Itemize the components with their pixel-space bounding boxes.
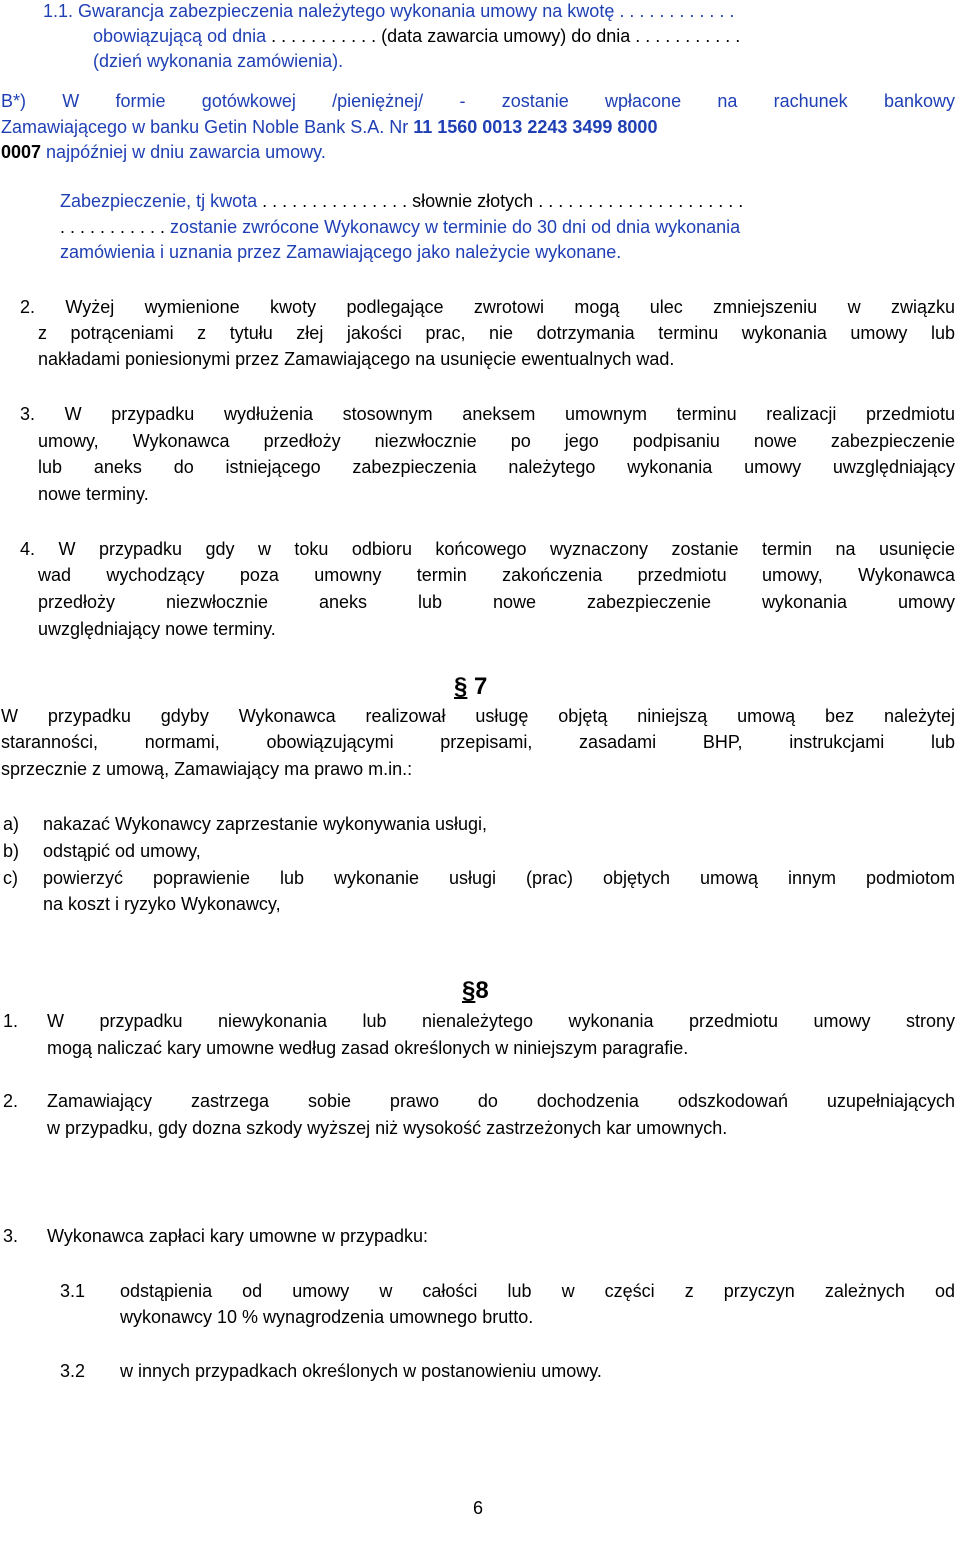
point-4-line-4: uwzględniający nowe terminy. — [38, 619, 276, 639]
amount-words-dots: . . . . . . . . . . . . . . . . . . . . . — [533, 191, 744, 211]
list-marker-b: b) — [3, 841, 20, 861]
continuation-dots: . . . . . . . . . . . — [60, 217, 166, 237]
section-7-heading — [454, 673, 487, 701]
list-marker-c: c) — [3, 868, 18, 888]
deadline-text: najpóźniej w dniu zawarcia umowy. — [41, 142, 326, 162]
security-amount-line-2 — [60, 216, 740, 238]
section-symbol: § — [462, 977, 476, 1004]
list-marker-3-1: 3.1 — [60, 1281, 86, 1301]
penalty-item-2-line-1: Zamawiający zastrzega sobie prawo do dochodzenia odszkodowań uzupełniających — [47, 1091, 955, 1111]
bank-text: Zamawiającego w banku Getin Noble Bank S.A. Nr — [1, 117, 414, 137]
point-4-line-3: przedłoży niezwłocznie aneks lub nowe zabezpieczenie wykonania umowy — [38, 592, 955, 612]
amount-words-blank: . . . . . . . . . . . . . . . słownie złotych — [257, 191, 534, 211]
valid-from-text: obowiązującą od dnia — [93, 26, 267, 46]
list-marker-3-2: 3.2 — [60, 1361, 86, 1381]
account-number-end: 0007 — [1, 142, 42, 162]
point-2-line-1: 2. Wyżej wymienione kwoty podlegające zwrotowi mogą ulec zmniejszeniu w związku — [20, 297, 955, 317]
penalty-item-3: Wykonawca zapłaci kary umowne w przypadku: — [47, 1226, 428, 1246]
guarantee-text: 1.1. Gwarancja zabezpieczenia należytego wykonania umowy na kwotę — [43, 1, 615, 21]
section-7-line-2: staranności, normami, obowiązującymi przepisami, zasadami BHP, instrukcjami lub — [1, 732, 955, 752]
section-8-heading — [462, 977, 489, 1005]
date-blanks: . . . . . . . . . . . (data zawarcia umowy) do dnia . . . . . . . . . . . — [266, 26, 741, 46]
cash-form-line-2 — [1, 116, 657, 138]
amount-blank: . . . . . . . . . . . . — [614, 1, 735, 21]
cash-form-line-1: B*) W formie gotówkowej /pieniężnej/ - zostanie wpłacone na rachunek bankowy — [1, 91, 955, 111]
section-7-line-3: sprzecznie z umową, Zamawiający ma prawo m.in.: — [1, 759, 413, 779]
section-number: 8 — [475, 977, 489, 1004]
section-number: 7 — [467, 673, 488, 700]
point-2-line-2: z potrąceniami z tytułu złej jakości prac, nie dotrzymania terminu wykonania umowy lub — [38, 323, 955, 343]
list-marker-a: a) — [3, 814, 20, 834]
section-7-line-1: W przypadku gdyby Wykonawca realizował usługę objętą niniejszą umową bez należytej — [1, 706, 955, 726]
account-number: 11 1560 0013 2243 3499 8000 — [413, 117, 658, 137]
security-amount-line-3: zamówienia i uznania przez Zamawiającego jako należycie wykonane. — [60, 242, 622, 262]
point-4-line-1: 4. W przypadku gdy w toku odbioru końcowego wyznaczony zostanie termin na usunięcie — [20, 539, 955, 559]
list-item-a: nakazać Wykonawcy zaprzestanie wykonywania usługi, — [43, 814, 488, 834]
guarantee-line-1 — [43, 0, 734, 22]
security-amount-label: Zabezpieczenie, tj kwota — [60, 191, 258, 211]
security-amount-line-1 — [60, 190, 743, 212]
page-number: 6 — [473, 1498, 484, 1518]
point-2-line-3: nakładami poniesionymi przez Zamawiającego na usunięcie ewentualnych wad. — [38, 349, 675, 369]
penalty-item-1-line-2: mogą naliczać kary umowne według zasad określonych w niniejszym paragrafie. — [47, 1038, 689, 1058]
point-3-line-2: umowy, Wykonawca przedłoży niezwłocznie po jego podpisaniu nowe zabezpieczenie — [38, 431, 955, 451]
return-text: zostanie zwrócone Wykonawcy w terminie do 30 dni od dnia wykonania — [165, 217, 741, 237]
point-4-line-2: wad wychodzący poza umowny termin zakończenia przedmiotu umowy, Wykonawca — [38, 565, 955, 585]
section-symbol: § — [454, 673, 468, 700]
list-item-c-line-2: na koszt i ryzyko Wykonawcy, — [43, 894, 281, 914]
list-item-b: odstąpić od umowy, — [43, 841, 201, 861]
cash-form-line-3 — [1, 141, 326, 163]
point-3-line-1: 3. W przypadku wydłużenia stosownym aneksem umownym terminu realizacji przedmiotu — [20, 404, 955, 424]
guarantee-line-2 — [93, 25, 740, 47]
penalty-item-2-line-2: w przypadku, gdy dozna szkody wyższej niż wysokość zastrzeżonych kar umownych. — [47, 1118, 728, 1138]
list-marker-2: 2. — [3, 1091, 19, 1111]
point-3-line-3: lub aneks do istniejącego zabezpieczenia należytego wykonania umowy uwzględniający — [38, 457, 955, 477]
penalty-item-1-line-1: W przypadku niewykonania lub nienależytego wykonania przedmiotu umowy strony — [47, 1011, 955, 1031]
list-marker-3: 3. — [3, 1226, 19, 1246]
guarantee-line-3: (dzień wykonania zamówienia). — [93, 51, 344, 71]
list-item-c-line-1: powierzyć poprawienie lub wykonanie usługi (prac) objętych umową innym podmiotom — [43, 868, 955, 888]
penalty-item-3-2: w innych przypadkach określonych w postanowieniu umowy. — [120, 1361, 602, 1381]
penalty-item-3-1-line-2: wykonawcy 10 % wynagrodzenia umownego brutto. — [120, 1307, 534, 1327]
list-marker-1: 1. — [3, 1011, 19, 1031]
point-3-line-4: nowe terminy. — [38, 484, 149, 504]
penalty-item-3-1-line-1: odstąpienia od umowy w całości lub w części z przyczyn zależnych od — [120, 1281, 955, 1301]
